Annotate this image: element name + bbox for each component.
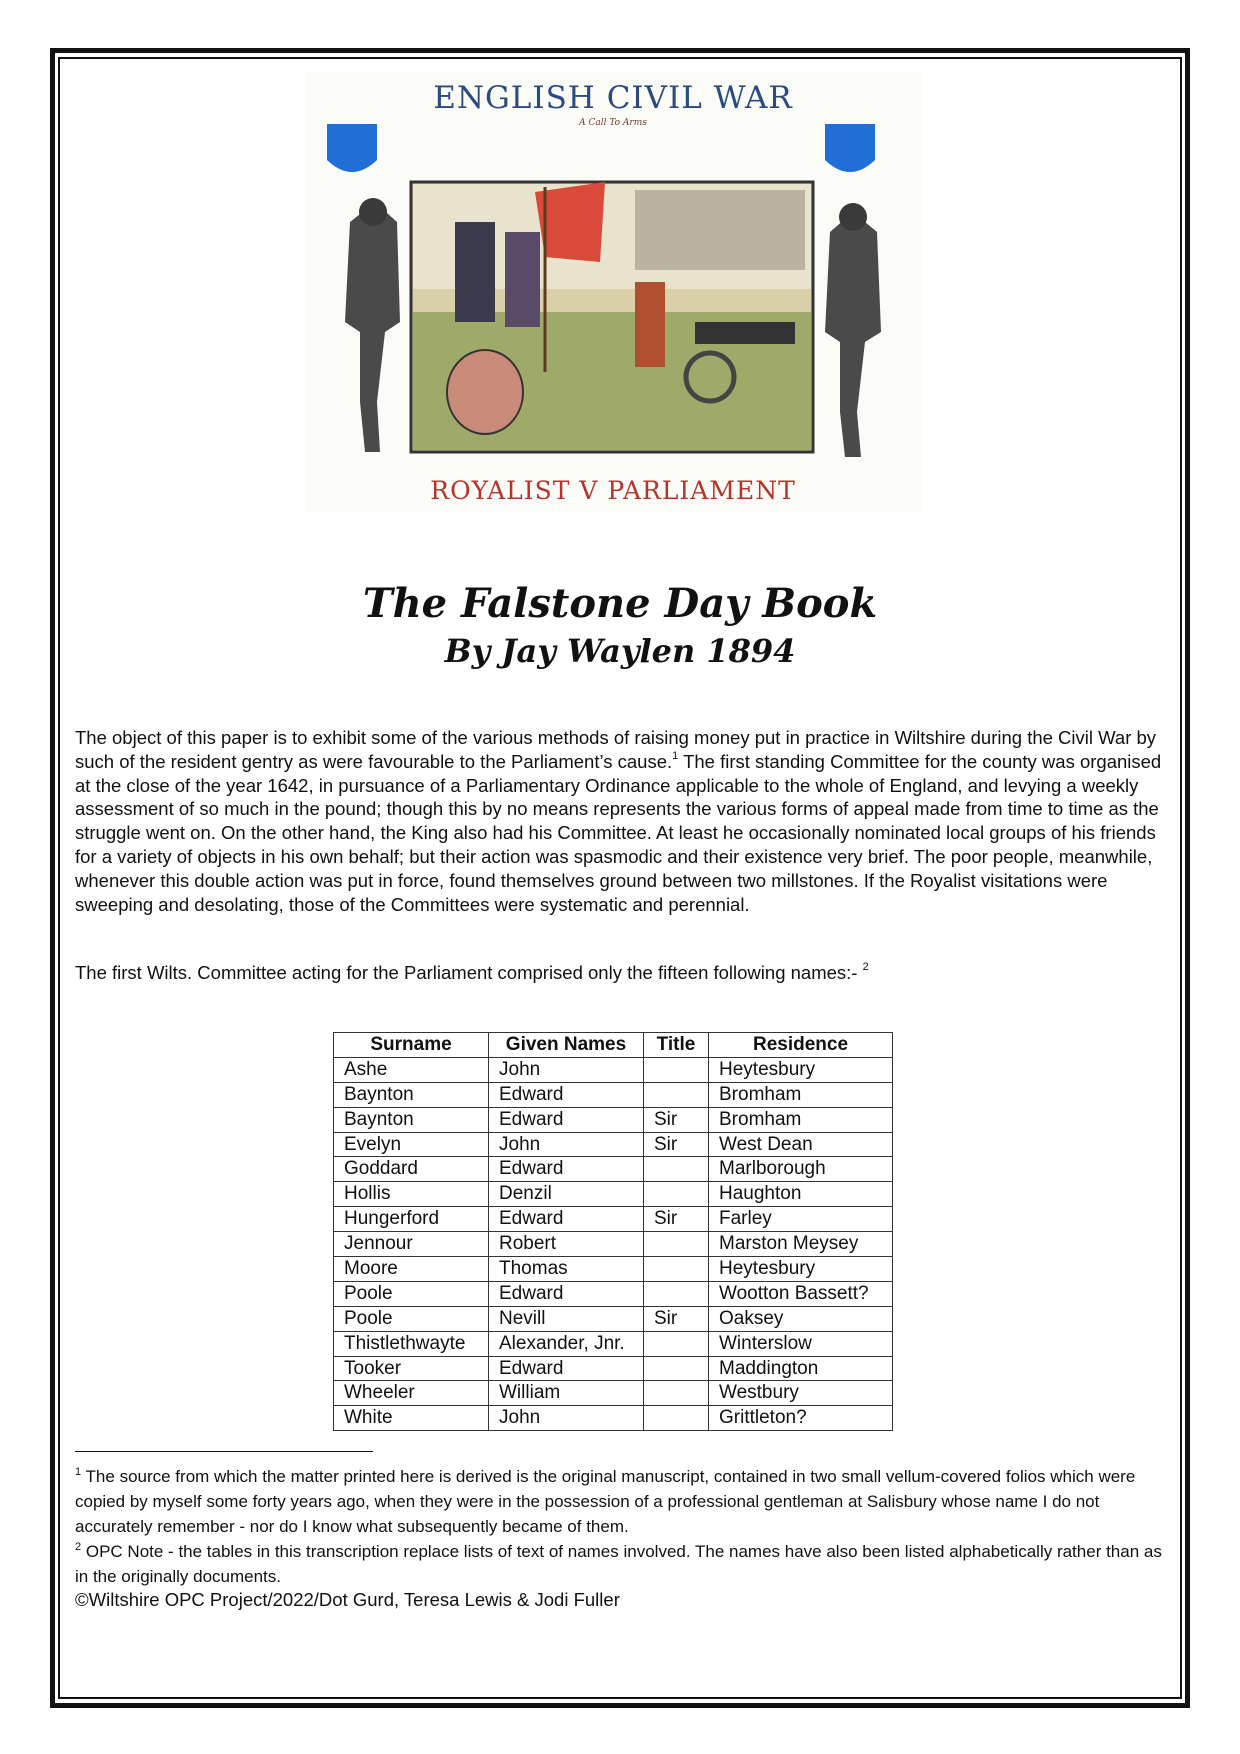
surname-cell: Baynton [334,1082,489,1107]
title-cell [644,1381,709,1406]
title-cell [644,1257,709,1282]
title-cell [644,1406,709,1431]
blue-shield-right [825,124,875,172]
soldier-figure [505,232,540,327]
surname-cell: Moore [334,1257,489,1282]
table-row [334,1132,893,1157]
table-row [334,1057,893,1082]
royalist-commander-figure [345,202,400,452]
table-row [334,1406,893,1431]
footnotes [75,1464,1165,1589]
column-header-residence: Residence [709,1033,893,1058]
committee-intro-paragraph [75,961,1165,985]
intro-paragraph [75,726,1165,916]
surname-cell: Poole [334,1281,489,1306]
table-header-row [334,1033,893,1058]
title-cell: Sir [644,1207,709,1232]
table-row [334,1107,893,1132]
castle-silhouette [635,190,805,270]
page-title: The Falstone Day Book [362,580,878,627]
title-cell [644,1157,709,1182]
intro-text: The object of this paper is to exhibit some of the various methods of raising money put in practice in Wiltshire during the Civil War by such of the resident gentry as were favourable to the Parliament’s cause. [75,727,1157,772]
title-cell [644,1281,709,1306]
residence-cell: Wootton Bassett? [709,1281,893,1306]
title-cell: Sir [644,1107,709,1132]
given-names-cell: John [489,1132,644,1157]
surname-cell: Thistlethwayte [334,1331,489,1356]
banner-title: ENGLISH CIVIL WAR [433,80,793,116]
title-cell [644,1182,709,1207]
table-row [334,1331,893,1356]
given-names-cell: William [489,1381,644,1406]
table-row [334,1306,893,1331]
column-header-title: Title [644,1033,709,1058]
table-row [334,1182,893,1207]
drum [447,350,523,434]
title-cell [644,1356,709,1381]
civil-war-banner-image [305,72,921,512]
cannon [695,322,795,344]
title-cell [644,1057,709,1082]
given-names-cell: Edward [489,1107,644,1132]
surname-cell: Poole [334,1306,489,1331]
footnote-2 [75,1539,1165,1589]
given-names-cell: Edward [489,1281,644,1306]
given-names-cell: John [489,1057,644,1082]
surname-cell: Tooker [334,1356,489,1381]
given-names-cell: Denzil [489,1182,644,1207]
footnote-2-text: OPC Note - the tables in this transcription replace lists of text of names involved. The names have also been listed alphabetically rather than as in the originally documents. [75,1542,1162,1586]
table-body [334,1057,893,1430]
column-header-surname: Surname [334,1033,489,1058]
residence-cell: Winterslow [709,1331,893,1356]
footnote-divider [75,1451,373,1452]
title-cell: Sir [644,1306,709,1331]
given-names-cell: Alexander, Jnr. [489,1331,644,1356]
residence-cell: West Dean [709,1132,893,1157]
footnote-1 [75,1464,1165,1539]
surname-cell: White [334,1406,489,1431]
table-row [334,1281,893,1306]
commander-head [839,203,867,231]
residence-cell: Bromham [709,1082,893,1107]
footnote-2-number: 2 [75,1541,82,1553]
given-names-cell: Edward [489,1157,644,1182]
surname-cell: Ashe [334,1057,489,1082]
given-names-cell: Robert [489,1232,644,1257]
residence-cell: Heytesbury [709,1257,893,1282]
banner-caption: ROYALIST V PARLIAMENT [430,476,796,505]
footnote-ref-2: 2 [862,961,869,973]
title-cell [644,1232,709,1257]
surname-cell: Evelyn [334,1132,489,1157]
commander-head [359,198,387,226]
title-cell [644,1331,709,1356]
parliament-commander-figure [825,212,881,457]
intro-text-continued: The first standing Committee for the county was organised at the close of the year 1642, in pursuance of a Parliamentary Ordinance applicable to the whole of England, and levying a weekly assessment of so much in the pound; though this by no means represents the various forms of appeal made from time to time as the struggle went on. On the other hand, the King also had his Committee. At least he occasionally nominated local groups of his friends for a variety of objects in his own behalf; but their action was spasmodic and their existence very brief. The poor people, meanwhile, whenever this double action was put in force, found themselves ground between two millstones. If the Royalist visitations were sweeping and desolating, those of the Committees were systematic and perennial. [75,750,1162,915]
table-row [334,1207,893,1232]
surname-cell: Goddard [334,1157,489,1182]
table-row [334,1157,893,1182]
residence-cell: Haughton [709,1182,893,1207]
title-cell [644,1082,709,1107]
banner-subtitle: A Call To Arms [579,118,647,128]
surname-cell: Hollis [334,1182,489,1207]
surname-cell: Hungerford [334,1207,489,1232]
soldier-figure [635,282,665,367]
copyright-notice: ©Wiltshire OPC Project/2022/Dot Gurd, Teresa Lewis & Jodi Fuller [75,1589,620,1610]
soldier-figure [455,222,495,322]
residence-cell: Grittleton? [709,1406,893,1431]
residence-cell: Heytesbury [709,1057,893,1082]
surname-cell: Wheeler [334,1381,489,1406]
footnote-1-text: The source from which the matter printed here is derived is the original manuscript, contained in two small vellum-covered folios which were copied by myself some forty years ago, when they were in the possession of a professional gentleman at Salisbury whose name I do not accurately remember - nor do I know what subsequently became of them. [75,1467,1136,1536]
residence-cell: Marston Meysey [709,1232,893,1257]
residence-cell: Marlborough [709,1157,893,1182]
column-header-given-names: Given Names [489,1033,644,1058]
table-row [334,1082,893,1107]
banner-illustration [305,72,921,512]
residence-cell: Farley [709,1207,893,1232]
table-row [334,1356,893,1381]
residence-cell: Maddington [709,1356,893,1381]
footnote-ref-1: 1 [672,749,679,762]
surname-cell: Jennour [334,1232,489,1257]
residence-cell: Westbury [709,1381,893,1406]
committee-table [333,1032,893,1431]
given-names-cell: Edward [489,1356,644,1381]
committee-intro-text: The first Wilts. Committee acting for the Parliament comprised only the fifteen following names:- [75,962,858,983]
given-names-cell: Nevill [489,1306,644,1331]
table-row [334,1257,893,1282]
given-names-cell: Edward [489,1207,644,1232]
residence-cell: Oaksey [709,1306,893,1331]
blue-shield-left [327,124,377,172]
table-row [334,1232,893,1257]
surname-cell: Baynton [334,1107,489,1132]
given-names-cell: Thomas [489,1257,644,1282]
table-row [334,1381,893,1406]
given-names-cell: John [489,1406,644,1431]
given-names-cell: Edward [489,1082,644,1107]
title-cell: Sir [644,1132,709,1157]
footnote-1-number: 1 [75,1466,82,1478]
residence-cell: Bromham [709,1107,893,1132]
byline: By Jay Waylen 1894 [444,632,796,670]
